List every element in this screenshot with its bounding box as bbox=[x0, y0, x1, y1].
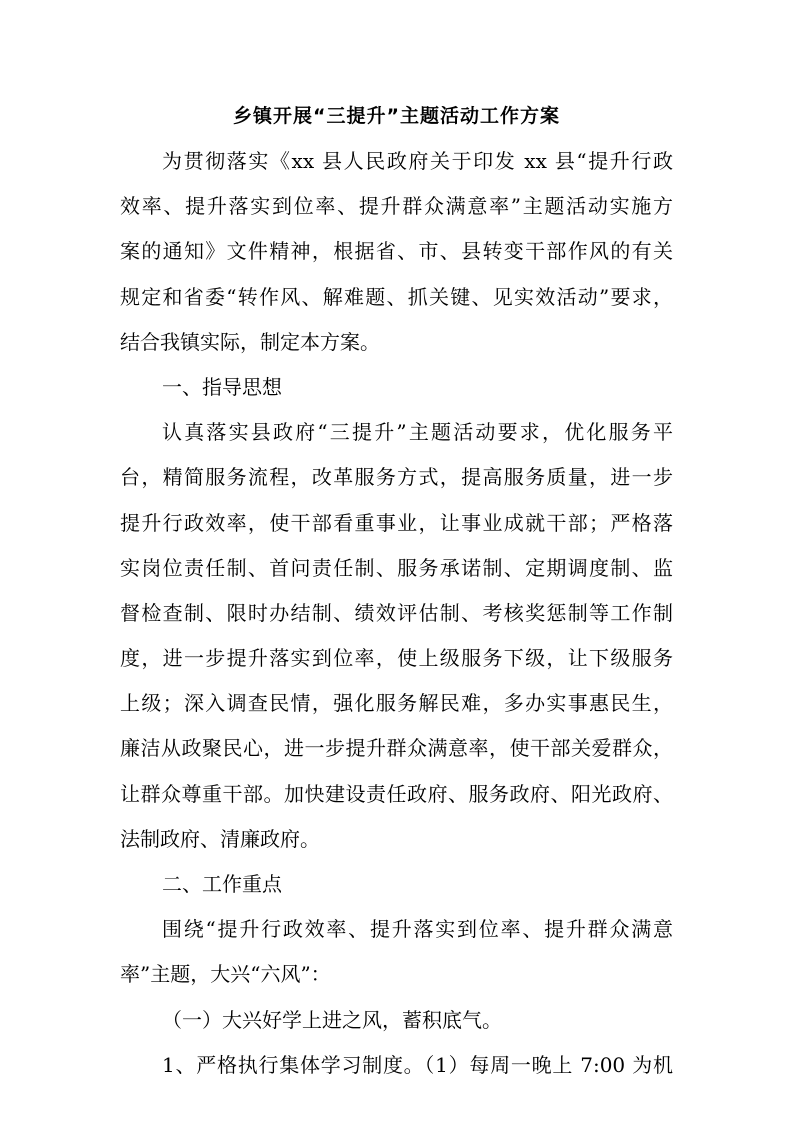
paragraph-line: 围绕“提升行政效率、提升落实到位率、提升群众满意 bbox=[162, 917, 673, 942]
document-title: 乡镇开展“三提升”主题活动工作方案 bbox=[233, 105, 560, 127]
section-heading: 二、工作重点 bbox=[162, 872, 282, 896]
paragraph-line: 为贯彻落实《xx 县人民政府关于印发 xx 县“提升行政 bbox=[162, 149, 673, 173]
paragraph-line: 督检查制、限时办结制、绩效评估制、考核奖惩制等工作制 bbox=[120, 600, 673, 625]
paragraph-line: 规定和省委“转作风、解难题、抓关键、见实效活动”要求， bbox=[120, 284, 673, 309]
document-body bbox=[120, 139, 673, 1088]
paragraph-line: 上级；深入调查民情，强化服务解民难，多办实事惠民生， bbox=[120, 691, 673, 716]
paragraph-line: 1、严格执行集体学习制度。（1）每周一晚上 7:00 为机 bbox=[162, 1052, 673, 1077]
paragraph-line: 法制政府、清廉政府。 bbox=[120, 826, 320, 851]
paragraph-line: 台，精简服务流程，改革服务方式，提高服务质量，进一步 bbox=[120, 465, 673, 490]
paragraph-line: 度，进一步提升落实到位率，使上级服务下级，让下级服务 bbox=[120, 646, 673, 671]
paragraph-line: 廉洁从政聚民心，进一步提升群众满意率，使干部关爱群众， bbox=[120, 736, 673, 761]
paragraph-line: 案的通知》文件精神，根据省、市、县转变干部作风的有关 bbox=[120, 239, 673, 264]
paragraph-line: 结合我镇实际，制定本方案。 bbox=[120, 329, 380, 354]
subsection-heading: （一）大兴好学上进之风，蓄积底气。 bbox=[162, 1007, 502, 1032]
section-heading: 一、指导思想 bbox=[162, 374, 282, 399]
paragraph-line: 效率、提升落实到位率、提升群众满意率”主题活动实施方 bbox=[120, 194, 673, 219]
paragraph-line: 让群众尊重干部。加快建设责任政府、服务政府、阳光政府、 bbox=[120, 781, 673, 806]
paragraph-line: 实岗位责任制、首问责任制、服务承诺制、定期调度制、监 bbox=[120, 555, 673, 580]
paragraph-line: 率”主题，大兴“六风”： bbox=[120, 962, 331, 987]
paragraph-line: 认真落实县政府“三提升”主题活动要求，优化服务平 bbox=[162, 420, 673, 445]
paragraph-line: 提升行政效率，使干部看重事业，让事业成就干部；严格落 bbox=[120, 510, 673, 535]
